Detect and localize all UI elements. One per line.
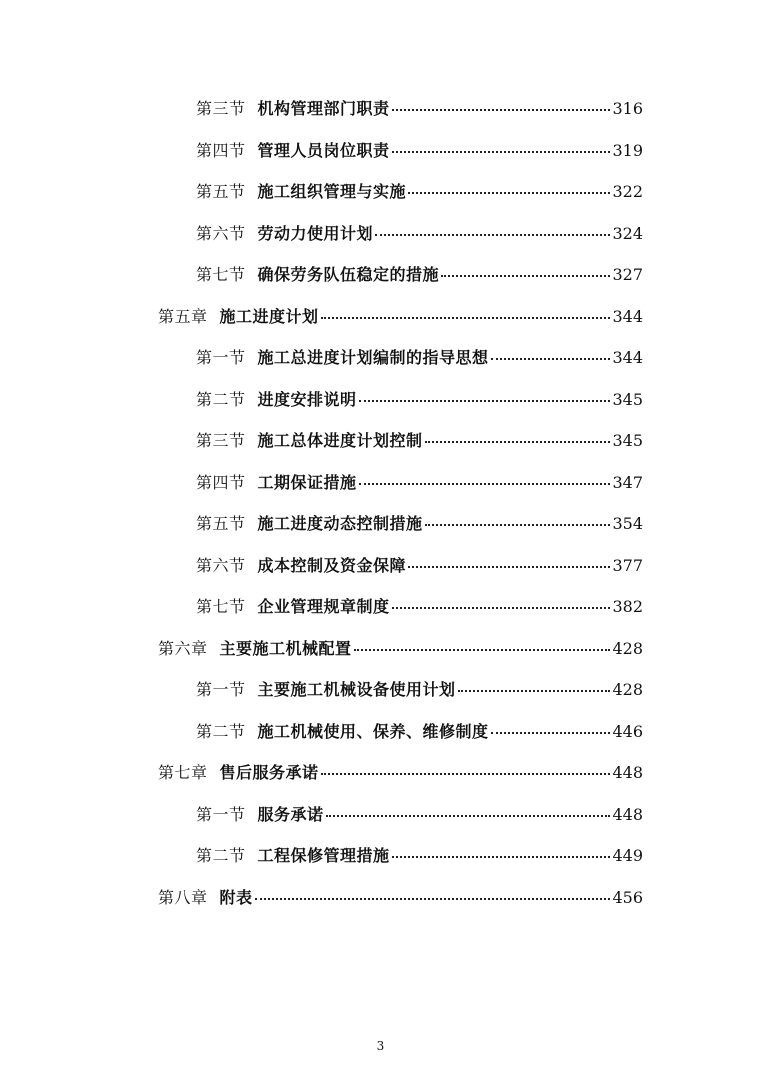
toc-entry-page: 344 (612, 348, 643, 367)
toc-entry-page: 344 (612, 306, 643, 326)
toc-entry[interactable] (0, 88, 761, 130)
dot-leader (425, 440, 611, 443)
toc-entry-title: 施工组织管理与实施 (257, 182, 407, 201)
toc-entry[interactable] (0, 130, 761, 172)
toc-entry[interactable] (0, 171, 761, 213)
toc-entry-label: 第三节 (196, 99, 246, 118)
toc-entry[interactable] (0, 545, 761, 587)
toc-entry[interactable] (0, 379, 761, 421)
toc-entry-label: 第二节 (196, 721, 246, 741)
toc-entry-page: 382 (612, 597, 643, 616)
toc-entry-title: 附表 (219, 887, 253, 907)
toc-entry-label: 第五章 (158, 306, 208, 326)
dot-leader (321, 772, 611, 775)
toc-entry-label: 第五节 (196, 182, 246, 201)
toc-entry[interactable] (0, 835, 761, 877)
toc-entry-label: 第八章 (158, 887, 208, 907)
toc-entry[interactable] (0, 337, 761, 379)
toc-entry-label: 第七节 (196, 597, 246, 616)
dot-leader (359, 399, 611, 402)
toc-entry-title: 施工总进度计划编制的指导思想 (257, 348, 489, 367)
toc-entry-title: 施工机械使用、保养、维修制度 (257, 721, 489, 741)
dot-leader (441, 274, 610, 277)
toc-entry-label: 第五节 (196, 514, 246, 533)
toc-entry-page: 345 (612, 389, 643, 409)
toc-entry-label: 第七节 (196, 265, 246, 284)
toc-entry[interactable] (0, 794, 761, 836)
toc-entry[interactable] (0, 254, 761, 296)
toc-entry-label: 第三节 (196, 431, 246, 450)
toc-entry-label: 第七章 (158, 763, 208, 782)
toc-entry-label: 第四节 (196, 140, 246, 160)
toc-entry-page: 428 (612, 638, 643, 658)
toc-entry-page: 354 (612, 514, 643, 533)
toc-entry-page: 322 (612, 182, 643, 201)
toc-entry-title: 主要施工机械配置 (219, 638, 352, 658)
toc-entry-page: 347 (612, 472, 643, 492)
dot-leader (392, 606, 611, 609)
toc-entry-page: 327 (612, 265, 643, 284)
dot-leader (255, 897, 611, 900)
toc-entry-label: 第六节 (196, 223, 246, 243)
toc-entry-page: 316 (612, 99, 643, 118)
toc-entry-page: 324 (612, 223, 643, 243)
toc-entry-page: 449 (612, 846, 643, 865)
toc-entry[interactable] (0, 711, 761, 753)
toc-entry-label: 第四节 (196, 472, 246, 492)
dot-leader (491, 357, 611, 360)
toc-entry-label: 第二节 (196, 389, 246, 409)
toc-entry-title: 施工进度计划 (219, 306, 319, 326)
toc-entry-title: 主要施工机械设备使用计划 (257, 680, 456, 699)
toc-entry-title: 机构管理部门职责 (257, 99, 390, 118)
toc-entry-label: 第一节 (196, 680, 246, 699)
toc-entry-page: 319 (612, 140, 643, 160)
dot-leader (408, 565, 610, 568)
page-number: 3 (376, 1039, 385, 1053)
dot-leader (408, 191, 610, 194)
toc-entry-page: 446 (612, 721, 643, 741)
toc-entry[interactable] (0, 213, 761, 255)
toc-entry-page: 456 (612, 887, 643, 907)
toc-entry-title: 确保劳务队伍稳定的措施 (257, 265, 440, 284)
toc-entry-title: 劳动力使用计划 (257, 223, 374, 243)
dot-leader (359, 482, 611, 485)
dot-leader (392, 150, 611, 153)
dot-leader (458, 689, 611, 692)
toc-entry-title: 售后服务承诺 (219, 763, 319, 782)
toc-entry[interactable] (0, 586, 761, 628)
toc-entry-title: 管理人员岗位职责 (257, 140, 390, 160)
toc-entry-title: 施工进度动态控制措施 (257, 514, 423, 533)
toc-chapter-entry[interactable] (0, 752, 761, 794)
dot-leader (491, 731, 611, 734)
toc-entry-label: 第一节 (196, 804, 246, 824)
toc-entry-title: 企业管理规章制度 (257, 597, 390, 616)
dot-leader (425, 523, 611, 526)
toc-entry-title: 施工总体进度计划控制 (257, 431, 423, 450)
toc-entry-label: 第六节 (196, 555, 246, 575)
dot-leader (392, 855, 611, 858)
toc-entry-title: 进度安排说明 (257, 389, 357, 409)
toc-entry-page: 428 (612, 680, 643, 699)
toc-entry[interactable] (0, 503, 761, 545)
toc-entry-page: 345 (612, 431, 643, 450)
toc-entry-title: 成本控制及资金保障 (257, 555, 407, 575)
toc-entry-page: 448 (612, 763, 643, 782)
toc-entry-title: 工期保证措施 (257, 472, 357, 492)
dot-leader (375, 233, 610, 236)
toc-entry[interactable] (0, 669, 761, 711)
table-of-contents (0, 88, 761, 918)
toc-chapter-entry[interactable] (0, 296, 761, 338)
toc-entry[interactable] (0, 420, 761, 462)
toc-entry-label: 第一节 (196, 348, 246, 367)
toc-entry-page: 448 (612, 804, 643, 824)
toc-entry-title: 服务承诺 (257, 804, 324, 824)
toc-entry-title: 工程保修管理措施 (257, 846, 390, 865)
dot-leader (326, 814, 611, 817)
toc-entry[interactable] (0, 462, 761, 504)
dot-leader (392, 108, 611, 111)
toc-entry-label: 第六章 (158, 638, 208, 658)
toc-entry-label: 第二节 (196, 846, 246, 865)
dot-leader (321, 316, 611, 319)
toc-entry-page: 377 (612, 555, 643, 575)
toc-chapter-entry[interactable] (0, 877, 761, 919)
toc-chapter-entry[interactable] (0, 628, 761, 670)
dot-leader (354, 648, 611, 651)
